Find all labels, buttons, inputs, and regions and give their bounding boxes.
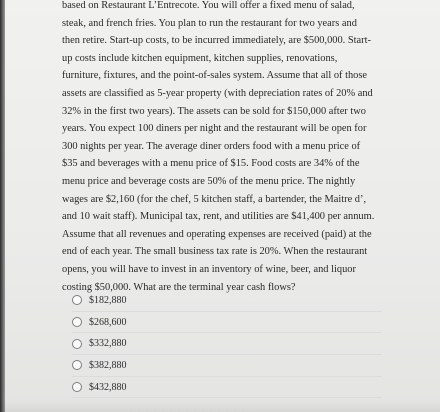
answer-option[interactable] xyxy=(72,377,382,399)
question-text xyxy=(62,0,392,296)
question-line: and 10 wait staff). Municipal tax, rent, and utilities are $41,400 per annum. xyxy=(62,211,375,223)
question-line: steak, and french fries. You plan to run the restaurant for two years and xyxy=(62,17,357,29)
question-line: opens, you will have to invest in an inventory of wine, beer, and liquor xyxy=(62,263,356,275)
radio-button[interactable] xyxy=(72,382,82,392)
question-line: menu price and beverage costs are 50% of the menu price. The nightly xyxy=(62,175,356,187)
answer-option-label: $268,600 xyxy=(89,316,127,328)
question-line: end of each year. The small business tax rate is 20%. When the restaurant xyxy=(62,246,368,258)
question-line: assets are classified as 5-year property (with depreciation rates of 20% and xyxy=(62,87,373,99)
question-line: $35 and beverages with a menu price of $15. Food costs are 34% of the xyxy=(62,158,360,170)
question-line: 300 nights per year. The average diner orders food with a menu price of xyxy=(62,140,361,152)
question-line: wages are $2,160 (for the chef, 5 kitchen staff, a bartender, the Maitre d’, xyxy=(62,193,367,205)
radio-button[interactable] xyxy=(72,317,82,327)
answer-option[interactable] xyxy=(72,333,382,355)
answer-options xyxy=(72,290,382,398)
answer-option-label: $432,880 xyxy=(89,381,127,393)
question-line: 32% in the first two years). The assets can be sold for $150,000 after two xyxy=(62,105,366,117)
question-line: Assume that all revenues and operating expenses are received (paid) at the xyxy=(62,228,372,240)
answer-option[interactable] xyxy=(72,355,382,377)
question-line: up costs include kitchen equipment, kitchen supplies, renovations, xyxy=(62,52,338,64)
radio-button[interactable] xyxy=(72,295,82,305)
answer-option-label: $332,880 xyxy=(89,338,127,350)
answer-option-label: $382,880 xyxy=(89,359,127,371)
answer-option-label: $182,880 xyxy=(89,294,127,306)
question-line: costing $50,000. What are the terminal year cash flows? xyxy=(62,281,296,293)
bottom-shadow xyxy=(0,400,440,412)
answer-option[interactable] xyxy=(72,312,382,334)
question-line: then retire. Start-up costs, to be incurred immediately, are $500,000. Start- xyxy=(62,35,371,47)
question-line: based on Restaurant L’Entrecote. You will offer a fixed menu of salad, xyxy=(62,0,355,11)
question-line: years. You expect 100 diners per night and the restaurant will be open for xyxy=(62,123,367,135)
radio-button[interactable] xyxy=(72,360,82,370)
radio-button[interactable] xyxy=(72,339,82,349)
question-line: furniture, fixtures, and the point-of-sales system. Assume that all of those xyxy=(62,70,368,82)
answer-option[interactable] xyxy=(72,290,382,312)
